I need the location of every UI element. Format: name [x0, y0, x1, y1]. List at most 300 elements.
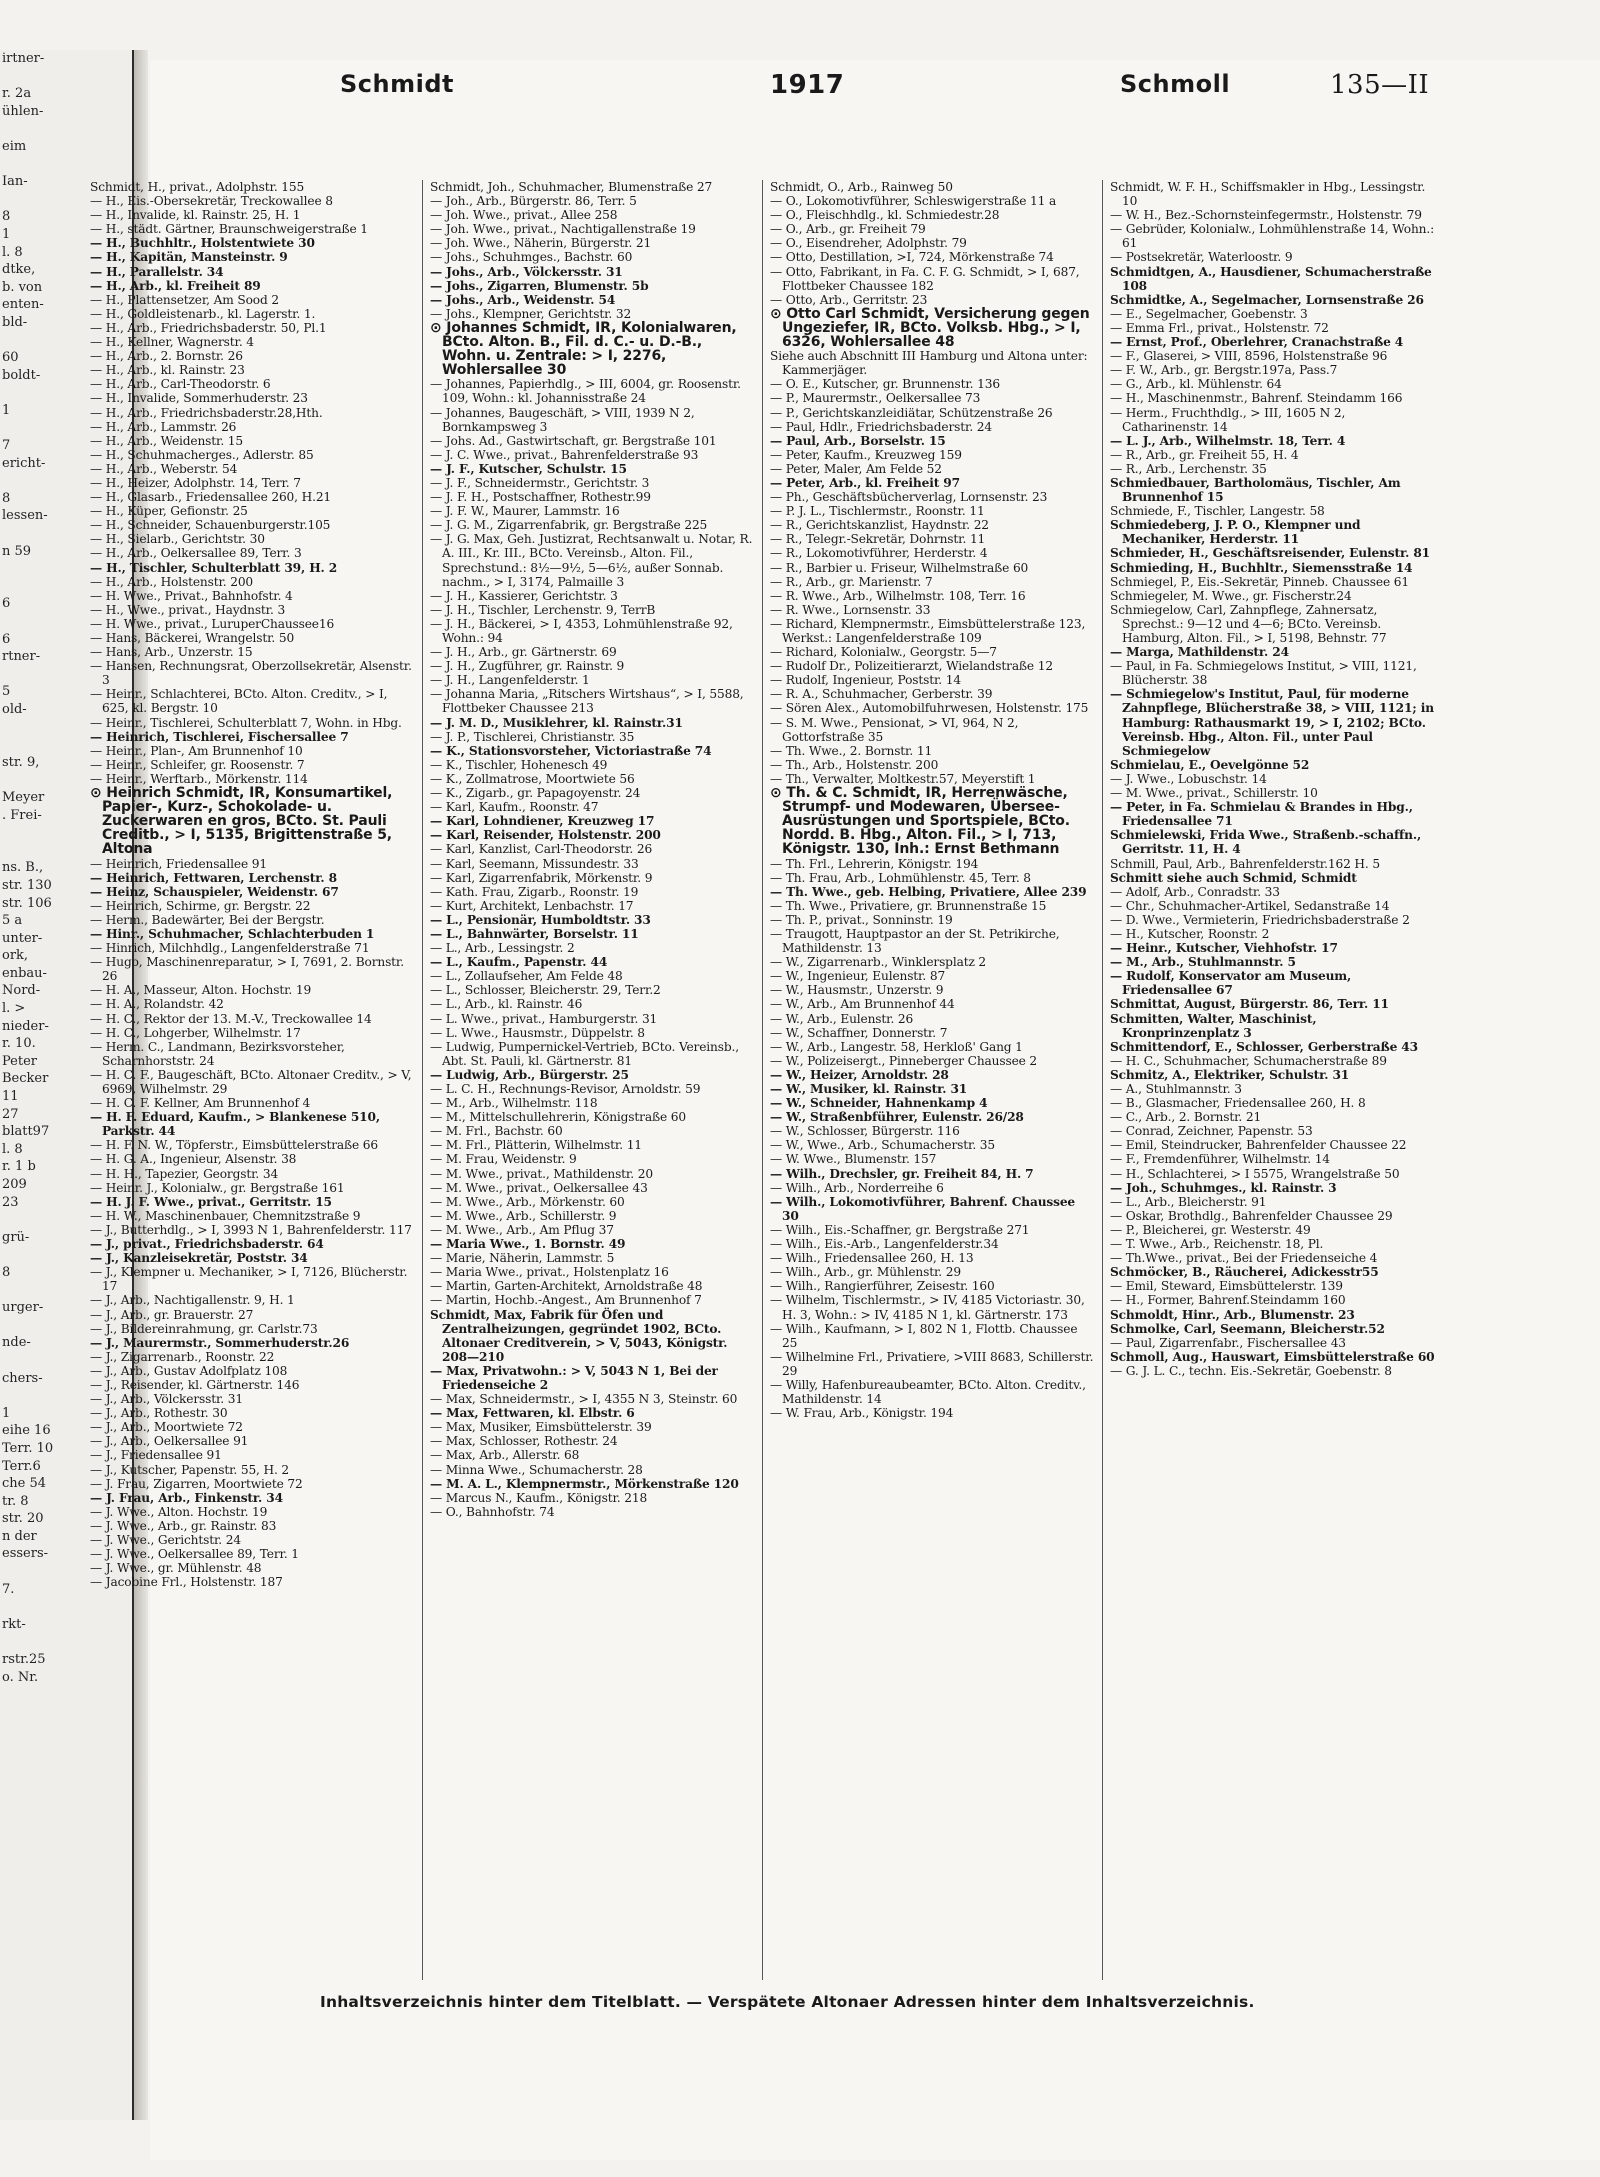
column-divider [1102, 180, 1103, 1980]
facing-page-text: rkt- [2, 1616, 26, 1632]
directory-entry: — Oskar, Brothdlg., Bahrenfelder Chaussee 29 [1110, 1208, 1393, 1223]
directory-entry: — Hugo, Maschinenreparatur, > I, 7691, 2. Bornstr. 26 [90, 955, 404, 984]
facing-page-text: 209 [2, 1177, 27, 1192]
directory-entry: — H., Küper, Gefionstr. 25 [90, 504, 248, 519]
directory-entry: — J. G. Max, Geh. Justizrat, Rechtsanwalt u. Notar, R. A. III., Kr. III., BCto. Vereinsb., Alton. Fil., Sprechstund.: 8½—9½, 5—6½, außer Sonnab. nachm., > I, 3174, Palmaille 3 [430, 532, 753, 589]
directory-entry: — Johs., Klempner, Gerichtstr. 32 [430, 306, 632, 321]
directory-entry: Schmidtgen, A., Hausdiener, Schumacherstraße 108 [1110, 264, 1432, 293]
directory-entry: — O., Eisendreher, Adolphstr. 79 [770, 236, 967, 251]
directory-entry: — Chr., Schuhmacher-Artikel, Sedanstraße 14 [1110, 898, 1390, 913]
directory-entry: — J., Butterhdlg., > I, 3993 N 1, Bahrenfelderstr. 117 [90, 1222, 412, 1237]
directory-entry: — Johs., Zigarren, Blumenstr. 5b [430, 278, 649, 293]
directory-entry: Schmieder, H., Geschäftsreisender, Eulenstr. 81 [1110, 546, 1430, 561]
facing-page-text: unter- [2, 930, 43, 946]
directory-entry: — R., Arb., gr. Marienstr. 7 [770, 574, 933, 589]
directory-entry: — H., Plattensetzer, Am Sood 2 [90, 292, 279, 307]
directory-entry: — Max, Schneidermstr., > I, 4355 N 3, Steinstr. 60 [430, 1392, 738, 1407]
directory-entry: — Conrad, Zeichner, Papenstr. 53 [1110, 1124, 1313, 1139]
facing-page-text: ericht- [2, 455, 46, 471]
directory-entry: — H., Eis.-Obersekretär, Treckowallee 8 [90, 194, 333, 209]
directory-entry: — Karl, Zigarrenfabrik, Mörkenstr. 9 [430, 870, 653, 885]
facing-page-text: tr. 8 [2, 1493, 29, 1509]
directory-entry: Schmiegel, P., Eis.-Sekretär, Pinneb. Chaussee 61 [1110, 574, 1409, 589]
directory-entry: — L., Kaufm., Papenstr. 44 [430, 955, 608, 970]
directory-entry: — F., Fremdenführer, Wilhelmstr. 14 [1110, 1152, 1330, 1167]
directory-entry: — F. W., Arb., gr. Bergstr.197a, Pass.7 [1110, 363, 1338, 378]
directory-entry: — O., Arb., gr. Freiheit 79 [770, 222, 926, 237]
facing-page-text: Nord- [2, 983, 41, 999]
directory-entry: — J. G. M., Zigarrenfabrik, gr. Bergstraße 225 [430, 518, 708, 533]
directory-entry: — Emil, Steindrucker, Bahrenfelder Chaussee 22 [1110, 1138, 1407, 1153]
directory-entry: — J. M. D., Musiklehrer, kl. Rainstr.31 [430, 715, 683, 730]
directory-entry: — Martin, Garten-Architekt, Arnoldstraße 48 [430, 1279, 703, 1294]
directory-entry: — H., Heizer, Adolphstr. 14, Terr. 7 [90, 475, 301, 490]
column-divider [762, 180, 763, 1980]
directory-entry: Schmittat, August, Bürgerstr. 86, Terr. 11 [1110, 997, 1389, 1012]
facing-page-text: 1 [2, 1405, 11, 1421]
facing-page-text: nieder- [2, 1018, 49, 1034]
directory-entry: — Heinrich, Schirme, gr. Bergstr. 22 [90, 898, 311, 913]
directory-entry: — P., Bleicherei, gr. Westerstr. 49 [1110, 1222, 1311, 1237]
directory-entry: — Heinr., Schlachterei, BCto. Alton. Creditv., > I, 625, kl. Bergstr. 10 [90, 687, 388, 716]
facing-page-text: lessen- [2, 508, 48, 524]
directory-entry: — J. C. Wwe., privat., Bahrenfelderstraße 93 [430, 447, 699, 462]
facing-page-text: str. 9, [2, 754, 40, 770]
directory-entry: — Max, Schlosser, Rothestr. 24 [430, 1434, 618, 1449]
header-left-keyword: Schmidt [340, 70, 454, 98]
directory-entry: — L. Wwe., privat., Hamburgerstr. 31 [430, 1011, 658, 1026]
directory-columns [90, 180, 1440, 1980]
facing-page-text: r. 1 b [2, 1159, 36, 1175]
directory-entry: — H., Sielarb., Gerichtstr. 30 [90, 532, 265, 547]
facing-page-text: n 59 [2, 543, 32, 559]
directory-entry: Siehe auch Abschnitt III Hamburg und Altona unter: Kammerjäger. [770, 349, 1088, 378]
directory-entry: — Jacobine Frl., Holstenstr. 187 [90, 1575, 283, 1590]
directory-entry: Schmielewski, Frida Wwe., Straßenb.-schaffn., Gerritstr. 11, H. 4 [1110, 828, 1422, 857]
directory-entry: — Max, Privatwohn.: > V, 5043 N 1, Bei der Friedenseiche 2 [430, 1363, 718, 1392]
directory-entry: — Hinr., Schuhmacher, Schlachterbuden 1 [90, 926, 375, 941]
directory-entry: — W., Arb., Eulenstr. 26 [770, 1011, 914, 1026]
directory-entry: — W. Frau, Arb., Königstr. 194 [770, 1406, 954, 1421]
directory-entry: Schmidtke, A., Segelmacher, Lornsenstraße 26 [1110, 292, 1424, 307]
directory-entry: — H., Arb., Friedrichsbaderstr.28,Hth. [90, 405, 323, 420]
directory-entry: — W., Wwe., Arb., Schumacherstr. 35 [770, 1138, 995, 1153]
facing-page-text: 11 [2, 1089, 19, 1105]
directory-entry: — J. Wwe., Alton. Hochstr. 19 [90, 1504, 268, 1519]
facing-page-text: 6 [2, 596, 11, 612]
directory-entry: — Johannes, Papierhdlg., > III, 6004, gr. Roosenstr. 109, Wohn.: kl. Johannisstraße 24 [430, 377, 741, 406]
facing-page-text: n der [2, 1528, 37, 1544]
directory-entry: — H. C., Schuhmacher, Schumacherstraße 89 [1110, 1053, 1387, 1068]
directory-entry: — B., Glasmacher, Friedensallee 260, H. 8 [1110, 1096, 1366, 1111]
directory-entry: ⊙ Otto Carl Schmidt, Versicherung gegen Ungeziefer, IR, BCto. Volksb. Hbg., > I, 6326, Wohlersallee 48 [770, 305, 1090, 351]
directory-entry: — J. H., Langenfelderstr. 1 [430, 673, 590, 688]
directory-entry: — Th. P., privat., Sonninstr. 19 [770, 912, 953, 927]
directory-entry: — R., Telegr.-Sekretär, Dohrnstr. 11 [770, 532, 986, 547]
facing-page-text: Meyer [2, 789, 45, 805]
directory-entry: — R., Barbier u. Friseur, Wilhelmstraße 60 [770, 560, 1029, 575]
facing-page-text: 8 [2, 209, 11, 225]
directory-entry: — Ernst, Prof., Oberlehrer, Cranachstraße 4 [1110, 335, 1404, 350]
directory-entry: — Emil, Steward, Eimsbüttelerstr. 139 [1110, 1279, 1343, 1294]
directory-entry: — Kath. Frau, Zigarb., Roonstr. 19 [430, 884, 639, 899]
directory-entry: — H., Buchhltr., Holstentwiete 30 [90, 236, 315, 251]
directory-entry: — L. Wwe., Hausmstr., Düppelstr. 8 [430, 1025, 645, 1040]
directory-entry: — M. Wwe., privat., Oelkersallee 43 [430, 1180, 648, 1195]
column-3 [770, 180, 1095, 1980]
directory-entry: — J. H., Arb., gr. Gärtnerstr. 69 [430, 645, 617, 660]
directory-entry: Schmidt, H., privat., Adolphstr. 155 [90, 180, 305, 194]
directory-entry: — H. F. Eduard, Kaufm., > Blankenese 510, Parkstr. 44 [90, 1110, 380, 1139]
directory-entry: — J., Kanzleisekretär, Poststr. 34 [90, 1251, 308, 1266]
directory-entry: — H., Arb., Carl-Theodorstr. 6 [90, 377, 271, 392]
directory-entry: — P., Maurermstr., Oelkersallee 73 [770, 391, 981, 406]
directory-entry: — Gebrüder, Kolonialw., Lohmühlenstraße 14, Wohn.: 61 [1110, 222, 1435, 251]
page-number: 135—II [1330, 70, 1430, 100]
directory-entry: Schmieding, H., Buchhltr., Siemensstraße 14 [1110, 560, 1413, 575]
column-2 [430, 180, 755, 1980]
facing-page-text: grü- [2, 1229, 30, 1245]
directory-entry: — P. J. L., Tischlermstr., Roonstr. 11 [770, 504, 985, 519]
directory-entry: — H., Maschinenmstr., Bahrenf. Steindamm 166 [1110, 391, 1403, 406]
directory-entry: — J. Wwe., Arb., gr. Rainstr. 83 [90, 1518, 277, 1533]
directory-entry: — H., Wwe., privat., Haydnstr. 3 [90, 602, 286, 617]
directory-entry: — J., Arb., Völckersstr. 31 [90, 1392, 243, 1407]
directory-entry: — Th., Verwalter, Moltkestr.57, Meyerstift 1 [770, 771, 1036, 786]
facing-page-text: nde- [2, 1335, 31, 1351]
directory-entry: — H., Arb., Friedrichsbaderstr. 50, Pl.1 [90, 320, 327, 335]
directory-entry: — E., Segelmacher, Goebenstr. 3 [1110, 306, 1308, 321]
directory-entry: — Peter, Kaufm., Kreuzweg 159 [770, 447, 962, 462]
directory-entry: — M. Wwe., privat., Mathildenstr. 20 [430, 1166, 653, 1181]
directory-entry: — Richard, Klempnermstr., Eimsbüttelerstraße 123, Werkst.: Langenfelderstraße 109 [770, 616, 1086, 645]
directory-entry: — J., Maurermstr., Sommerhuderstr.26 [90, 1335, 350, 1350]
directory-entry: — J. H., Bäckerei, > I, 4353, Lohmühlenstraße 92, Wohn.: 94 [430, 616, 733, 645]
facing-page-text: blatt97 [2, 1124, 50, 1140]
directory-entry: — J. Wwe., Gerichtstr. 24 [90, 1533, 241, 1547]
directory-entry: — J., Arb., Oelkersallee 91 [90, 1434, 249, 1449]
directory-entry: — D. Wwe., Vermieterin, Friedrichsbaderstraße 2 [1110, 912, 1410, 927]
directory-entry: — Karl, Kaufm., Roonstr. 47 [430, 800, 599, 815]
directory-entry: — M. Frl., Bachstr. 60 [430, 1124, 563, 1139]
directory-entry: — J., Klempner u. Mechaniker, > I, 7126, Blücherstr. 17 [90, 1265, 408, 1294]
directory-entry: — W., Arb., Am Brunnenhof 44 [770, 997, 955, 1012]
directory-entry: — Heinr., Kutscher, Viehhofstr. 17 [1110, 941, 1338, 956]
column-1 [90, 180, 415, 1980]
directory-entry: — Rudolf Dr., Polizeitierarzt, Wielandstraße 12 [770, 659, 1053, 674]
facing-page-text: ns. B., [2, 860, 44, 876]
directory-entry: — L., Arb., Lessingstr. 2 [430, 941, 575, 956]
directory-entry: — Th. Wwe., Privatiere, gr. Brunnenstraße 15 [770, 898, 1047, 913]
directory-entry: — Joh. Wwe., privat., Nachtigallenstraße 19 [430, 222, 696, 237]
facing-page-text: . Frei- [2, 807, 42, 823]
directory-entry: Schmidt, Joh., Schuhmacher, Blumenstraße 27 [430, 180, 713, 194]
directory-entry: — Ludwig, Pumpernickel-Vertrieb, BCto. Vereinsb., Abt. St. Pauli, kl. Gärtnerstr. 81 [430, 1039, 739, 1068]
directory-entry: — H., Invalide, kl. Rainstr. 25, H. 1 [90, 208, 301, 223]
directory-entry: — H. C., Lohgerber, Wilhelmstr. 17 [90, 1025, 301, 1040]
directory-entry: — H., Arb., Oelkersallee 89, Terr. 3 [90, 546, 302, 561]
directory-entry: — H., Arb., Weidenstr. 15 [90, 433, 244, 448]
directory-entry: — Karl, Kanzlist, Carl-Theodorstr. 26 [430, 842, 653, 857]
directory-entry: — K., Zollmatrose, Moortwiete 56 [430, 771, 635, 786]
facing-page-text: l. 8 [2, 244, 23, 260]
directory-entry: — J. Wwe., Oelkersallee 89, Terr. 1 [90, 1547, 299, 1562]
directory-entry: — O., Lokomotivführer, Schleswigerstraße 11 a [770, 194, 1057, 209]
directory-entry: Schmielau, E., Oevelgönne 52 [1110, 757, 1310, 772]
directory-entry: — R., Arb., gr. Freiheit 55, H. 4 [1110, 447, 1299, 462]
facing-page-text: 23 [2, 1194, 19, 1210]
directory-entry: — O. E., Kutscher, gr. Brunnenstr. 136 [770, 377, 1000, 392]
directory-entry: — Adolf, Arb., Conradstr. 33 [1110, 884, 1280, 899]
directory-entry: — J. H., Tischler, Lerchenstr. 9, TerrB [430, 602, 656, 617]
facing-page-text [0, 120, 132, 138]
directory-entry: — Marga, Mathildenstr. 24 [1110, 645, 1289, 660]
directory-entry: — Joh. Wwe., Näherin, Bürgerstr. 21 [430, 236, 652, 251]
facing-page-text: bld- [2, 314, 28, 330]
directory-entry: — F., Glaserei, > VIII, 8596, Holstenstraße 96 [1110, 349, 1388, 364]
directory-entry: — Wilh., Kaufmann, > I, 802 N 1, Flottb. Chaussee 25 [770, 1321, 1078, 1350]
directory-entry: Schmöcker, B., Räucherei, Adickesstr55 [1110, 1265, 1379, 1280]
directory-entry: — Kurt, Architekt, Lenbachstr. 17 [430, 898, 634, 913]
directory-entry: — R., Gerichtskanzlist, Haydnstr. 22 [770, 518, 989, 533]
directory-entry: — L., Bahnwärter, Borselstr. 11 [430, 926, 639, 941]
directory-entry: — Paul, Zigarrenfabr., Fischersallee 43 [1110, 1335, 1346, 1350]
directory-entry: — L., Zollaufseher, Am Felde 48 [430, 969, 623, 984]
directory-entry: — G. J. L. C., techn. Eis.-Sekretär, Goebenstr. 8 [1110, 1363, 1392, 1378]
facing-page-text: essers- [2, 1546, 49, 1562]
directory-entry: — H., Arb., kl. Rainstr. 23 [90, 363, 245, 378]
directory-entry: Schmoll, Aug., Hauswart, Eimsbüttelerstraße 60 [1110, 1349, 1435, 1364]
directory-entry: — Emma Frl., privat., Holstenstr. 72 [1110, 320, 1329, 335]
directory-entry: — H. W., Maschinenbauer, Chemnitzstraße 9 [90, 1208, 361, 1223]
directory-entry: — Schmiegelow's Institut, Paul, für moderne Zahnpflege, Blücherstraße 38, > VIII, 1121; in Hamburg: Rathausmarkt 19, > I, 2102; BCto. Vereinsb. Hbg., Alton. Fil., unter Paul Schmiegelow [1110, 687, 1434, 758]
directory-entry: — M. Frau, Weidenstr. 9 [430, 1152, 577, 1167]
directory-entry: — M. Wwe., Arb., Schillerstr. 9 [430, 1208, 617, 1223]
directory-entry: — H. Wwe., Privat., Bahnhofstr. 4 [90, 588, 293, 603]
directory-entry: Schmitz, A., Elektriker, Schulstr. 31 [1110, 1067, 1350, 1082]
directory-entry: — H. C., Rektor der 13. M.-V., Treckowallee 14 [90, 1011, 372, 1026]
directory-entry: — Johs., Arb., Weidenstr. 54 [430, 292, 616, 307]
directory-entry: — H., Schlachterei, > I 5575, Wrangelstraße 50 [1110, 1166, 1400, 1181]
directory-entry: ⊙ Heinrich Schmidt, IR, Konsumartikel, Papier-, Kurz-, Schokolade- u. Zuckerwaren en gros, BCto. St. Pauli Creditb., > I, 5135, Brigittenstraße 5, Altona [90, 785, 393, 858]
directory-entry: — Max, Fettwaren, kl. Elbstr. 6 [430, 1406, 635, 1421]
directory-entry: — H., Former, Bahrenf.Steindamm 160 [1110, 1293, 1346, 1308]
directory-entry: — O., Bahnhofstr. 74 [430, 1504, 555, 1519]
facing-page-text: rtner- [2, 649, 41, 665]
directory-entry: — Johs. Ad., Gastwirtschaft, gr. Bergstraße 101 [430, 433, 717, 448]
directory-entry: — Heinr., Werftarb., Mörkenstr. 114 [90, 771, 308, 786]
directory-entry: — M., Mittelschullehrerin, Königstraße 60 [430, 1110, 686, 1125]
facing-page-text: Peter [2, 1053, 37, 1069]
directory-entry: — J. F., Kutscher, Schulstr. 15 [430, 461, 627, 476]
page-footer-note: Inhaltsverzeichnis hinter dem Titelblatt. — Verspätete Altonaer Adressen hinter dem Inhaltsverzeichnis. [320, 1993, 1255, 2011]
facing-page-text: 6 [2, 631, 11, 647]
directory-entry: — W., Schaffner, Donnerstr. 7 [770, 1025, 948, 1040]
directory-entry: — J. Frau, Arb., Finkenstr. 34 [90, 1490, 283, 1505]
directory-entry: — Joh. Wwe., privat., Allee 258 [430, 208, 618, 223]
directory-entry: — H., Parallelstr. 34 [90, 264, 224, 279]
directory-entry: — Wilhelm, Tischlermstr., > IV, 4185 Victoriastr. 30, H. 3, Wohn.: > IV, 4185 N 1, kl. Gärtnerstr. 173 [770, 1293, 1085, 1322]
directory-entry: Schmiede, F., Tischler, Langestr. 58 [1110, 504, 1325, 519]
facing-page-text: b. von [2, 279, 43, 295]
directory-entry: — Johs., Arb., Völckersstr. 31 [430, 264, 623, 279]
directory-entry: — Traugott, Hauptpastor an der St. Petrikirche, Mathildenstr. 13 [770, 926, 1060, 956]
directory-entry: — Herm. C., Landmann, Bezirksvorsteher, Scharnhorststr. 24 [90, 1039, 345, 1068]
directory-entry: — W. H., Bez.-Schornsteinfegermstr., Holstenstr. 79 [1110, 208, 1422, 223]
page-header [90, 70, 1450, 110]
directory-entry: — M. Wwe., privat., Schillerstr. 10 [1110, 786, 1318, 801]
directory-entry: — R., Lokomotivführer, Herderstr. 4 [770, 546, 988, 561]
directory-entry: — Heinrich, Tischlerei, Fischersallee 7 [90, 729, 349, 744]
directory-entry: — Th. Frl., Lehrerin, Königstr. 194 [770, 856, 979, 871]
directory-entry: — J. F. H., Postschaffner, Rothestr.99 [430, 490, 651, 505]
directory-entry: — L. J., Arb., Wilhelmstr. 18, Terr. 4 [1110, 433, 1346, 448]
directory-entry: — H., Arb., Holstenstr. 200 [90, 574, 254, 589]
directory-entry: — J. Wwe., Lobuschstr. 14 [1110, 771, 1267, 786]
directory-entry: — Heinr., Tischlerei, Schulterblatt 7, Wohn. in Hbg. [90, 715, 402, 730]
directory-entry: Schmidt, O., Arb., Rainweg 50 [770, 180, 953, 194]
column-4 [1110, 180, 1435, 1980]
directory-entry: — H. G. A., Ingenieur, Alsenstr. 38 [90, 1152, 297, 1167]
directory-entry: — Hans, Arb., Unzerstr. 15 [90, 645, 253, 660]
directory-entry: — Marie, Näherin, Lammstr. 5 [430, 1251, 615, 1266]
directory-entry: — J. Wwe., gr. Mühlenstr. 48 [90, 1561, 262, 1576]
directory-entry: — O., Fleischhdlg., kl. Schmiedestr.28 [770, 208, 1000, 223]
directory-entry: — Wilh., Eis.-Arb., Langenfelderstr.34 [770, 1237, 999, 1252]
directory-entry: — H., Schneider, Schauenburgerstr.105 [90, 518, 331, 533]
directory-entry: — H., Schuhmacherges., Adlerstr. 85 [90, 447, 314, 462]
directory-entry: — M. Frl., Plätterin, Wilhelmstr. 11 [430, 1138, 642, 1153]
directory-entry: — Th. Wwe., 2. Bornstr. 11 [770, 743, 933, 758]
directory-entry: — Th., Arb., Holstenstr. 200 [770, 757, 939, 772]
directory-entry: — Sören Alex., Automobilfuhrwesen, Holstenstr. 175 [770, 701, 1089, 716]
directory-entry: — Martin, Hochb.-Angest., Am Brunnenhof 7 [430, 1293, 702, 1308]
directory-entry: — Th. Wwe., geb. Helbing, Privatiere, Allee 239 [770, 884, 1087, 899]
directory-entry: — W., Heizer, Arnoldstr. 28 [770, 1067, 949, 1082]
directory-entry: — Postsekretär, Waterloostr. 9 [1110, 250, 1293, 265]
directory-entry: — M., Arb., Stuhlmannstr. 5 [1110, 955, 1296, 970]
directory-entry: — W., Polizeisergt., Pinneberger Chaussee 2 [770, 1053, 1038, 1068]
directory-entry: Schmoldt, Hinr., Arb., Blumenstr. 23 [1110, 1307, 1355, 1322]
directory-entry: — H., Kellner, Wagnerstr. 4 [90, 335, 254, 350]
directory-entry: — R. A., Schuhmacher, Gerberstr. 39 [770, 687, 993, 702]
directory-entry: — Wilhelmine Frl., Privatiere, >VIII 8683, Schillerstr. 29 [770, 1349, 1094, 1378]
facing-page-text: Terr. 10 [2, 1440, 54, 1456]
directory-entry: — Peter, in Fa. Schmielau & Brandes in Hbg., Friedensallee 71 [1110, 800, 1413, 829]
directory-entry: — Paul, in Fa. Schmiegelows Institut, > VIII, 1121, Blücherstr. 38 [1110, 659, 1417, 688]
facing-page-text: 60 [2, 350, 19, 366]
directory-entry: — Max, Arb., Allerstr. 68 [430, 1448, 580, 1463]
directory-entry: — Herm., Fruchthdlg., > III, 1605 N 2, Catharinenstr. 14 [1110, 405, 1346, 434]
directory-entry: — Hans, Bäckerei, Wrangelstr. 50 [90, 631, 295, 645]
facing-page-text: Becker [2, 1071, 49, 1087]
directory-entry: — M. Wwe., Arb., Mörkenstr. 60 [430, 1194, 625, 1209]
facing-page-text: che 54 [2, 1476, 47, 1492]
directory-entry: — W., Schlosser, Bürgerstr. 116 [770, 1124, 960, 1139]
facing-page-text: 1 [2, 226, 11, 242]
directory-entry: — J. H., Zugführer, gr. Rainstr. 9 [430, 659, 625, 674]
facing-page-text: Ian- [2, 174, 28, 190]
facing-page-text: l. 8 [2, 1141, 23, 1157]
directory-entry: — H., Arb., Lammstr. 26 [90, 419, 237, 434]
directory-entry: — L., Schlosser, Bleicherstr. 29, Terr.2 [430, 983, 661, 998]
directory-entry: — C., Arb., 2. Bornstr. 21 [1110, 1110, 1262, 1125]
facing-page-text: chers- [2, 1370, 43, 1386]
directory-entry: — J. F., Schneidermstr., Gerichtstr. 3 [430, 475, 650, 490]
column-divider [422, 180, 423, 1980]
facing-page-text: str. 106 [2, 895, 52, 911]
facing-page-text: old- [2, 701, 27, 717]
directory-entry: — J., privat., Friedrichsbaderstr. 64 [90, 1237, 324, 1252]
directory-entry: — J., Reisender, kl. Gärtnerstr. 146 [90, 1377, 300, 1392]
directory-entry: — R. Wwe., Arb., Wilhelmstr. 108, Terr. 16 [770, 588, 1026, 603]
directory-entry: — Wilh., Arb., Norderreihe 6 [770, 1180, 944, 1195]
directory-entry: — Ludwig, Arb., Bürgerstr. 25 [430, 1067, 629, 1082]
directory-entry: — J., Arb., gr. Brauerstr. 27 [90, 1307, 254, 1322]
facing-page-text: ork, [2, 948, 29, 964]
facing-page-text: 8 [2, 490, 11, 506]
facing-page-text: 8 [2, 1264, 11, 1280]
directory-entry: — W., Musiker, kl. Rainstr. 31 [770, 1082, 968, 1096]
directory-entry: — H. H., Tapezier, Georgstr. 34 [90, 1166, 279, 1181]
header-right-keyword: Schmoll [1120, 70, 1231, 98]
directory-entry: — Rudolf, Konservator am Museum, Friedensallee 67 [1110, 969, 1352, 998]
directory-entry: — Ph., Geschäftsbücherverlag, Lornsenstr. 23 [770, 490, 1048, 505]
directory-entry: — R., Arb., Lerchenstr. 35 [1110, 461, 1267, 476]
directory-entry: — Hansen, Rechnungsrat, Oberzollsekretär, Alsenstr. 3 [90, 659, 412, 688]
facing-page-text: 5 a [2, 913, 23, 929]
directory-entry: ⊙ Th. & C. Schmidt, IR, Herrenwäsche, Strumpf- und Modewaren, Übersee-Ausrüstungen und Sportspiele, BCto. Nordd. B. Hbg., Alton. Fil., > I, 713, Königstr. 130, Inh.: Ernst Bethmann [770, 785, 1070, 858]
directory-entry: — Wilh., Friedensallee 260, H. 13 [770, 1251, 974, 1266]
directory-entry: Schmidt, W. F. H., Schiffsmakler in Hbg., Lessingstr. 10 [1110, 180, 1426, 209]
directory-entry: — J., Kutscher, Papenstr. 55, H. 2 [90, 1462, 290, 1477]
directory-entry: — P., Gerichtskanzleidiätar, Schützenstraße 26 [770, 405, 1053, 420]
header-year: 1917 [770, 70, 845, 100]
directory-entry: — Karl, Lohndiener, Kreuzweg 17 [430, 814, 655, 829]
directory-entry: — L., Pensionär, Humboldtstr. 33 [430, 912, 651, 927]
facing-page-text: 7 [2, 438, 11, 454]
directory-entry: — Otto, Destillation, >I, 724, Mörkenstraße 74 [770, 250, 1054, 265]
directory-entry: — H. A., Rolandstr. 42 [90, 997, 224, 1012]
directory-entry: — H. A., Masseur, Alton. Hochstr. 19 [90, 983, 312, 998]
directory-entry: — Heinz, Schauspieler, Weidenstr. 67 [90, 884, 339, 899]
directory-entry: — Karl, Seemann, Missundestr. 33 [430, 856, 639, 871]
directory-entry: — Hinrich, Milchhdlg., Langenfelderstraße 71 [90, 941, 370, 956]
facing-page-text: l. > [2, 1001, 26, 1017]
facing-page-text: eihe 16 [2, 1423, 51, 1439]
directory-entry: Schmidt, Max, Fabrik für Öfen und Zentralheizungen, gegründet 1902, BCto. Altonaer Creditverein, > V, 5043, Königstr. 208—210 [430, 1307, 728, 1364]
directory-entry: — M. A. L., Klempnermstr., Mörkenstraße 120 [430, 1476, 739, 1491]
directory-entry: Schmitten, Walter, Maschinist, Kronprinzenplatz 3 [1110, 1011, 1317, 1040]
directory-entry: — H., Glasarb., Friedensallee 260, H.21 [90, 490, 332, 505]
facing-page-text: Terr.6 [2, 1458, 41, 1474]
directory-entry: — H., Arb., kl. Freiheit 89 [90, 278, 261, 293]
directory-entry: — J., Friedensallee 91 [90, 1448, 222, 1463]
directory-entry: — Peter, Arb., kl. Freiheit 97 [770, 475, 960, 490]
directory-entry: — Rudolf, Ingenieur, Poststr. 14 [770, 673, 961, 688]
directory-entry: — Wilh., Eis.-Schaffner, gr. Bergstraße 271 [770, 1222, 1030, 1237]
directory-entry: — J., Zigarrenarb., Roonstr. 22 [90, 1349, 275, 1364]
directory-entry: — L., Arb., Bleicherstr. 91 [1110, 1194, 1267, 1209]
directory-entry: — Maria Wwe., privat., Holstenplatz 16 [430, 1265, 669, 1280]
directory-entry: — H. C. F., Baugeschäft, BCto. Altonaer Creditv., > V, 6969, Wilhelmstr. 29 [90, 1067, 412, 1096]
directory-entry: — Paul, Arb., Borselstr. 15 [770, 433, 946, 448]
directory-entry: — K., Zigarb., gr. Papagoyenstr. 24 [430, 786, 641, 801]
facing-page-text: boldt- [2, 367, 41, 383]
directory-entry: — Heinr. J., Kolonialw., gr. Bergstraße 161 [90, 1180, 345, 1195]
facing-page-text: 7. [2, 1581, 15, 1597]
directory-entry: — A., Stuhlmannstr. 3 [1110, 1082, 1242, 1096]
